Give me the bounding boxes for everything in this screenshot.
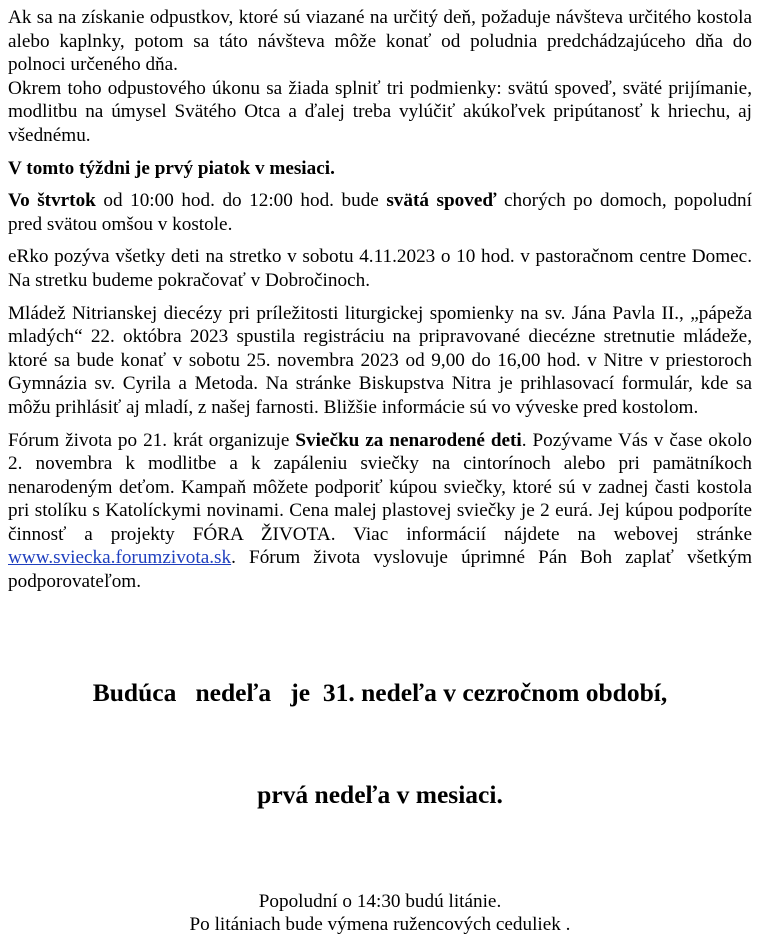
paragraph-youth-meeting: Mládež Nitrianskej diecézy pri príležitosti liturgickej spomienky na sv. Jána Pavla II., „pápeža mladých“ 22. októbra 2023 spustila registráciu na pripravované diecézne stretnutie mládeže, ktoré sa bude konať v sobotu 25. novembra 2023 od 9,00 do 16,00 hod. v Nitre v priestoroch Gymnázia sv. Cyrila a Metoda. Na stránke Biskupstva Nitra je prihlasovací formulár, kde sa môžu prihlásiť aj mladí, z našej farnosti. Bližšie informácie sú vo výveske pred kostolom. xyxy=(8,302,752,418)
rosary-exchange-note: Po litániach bude výmena ružencových ceduliek . xyxy=(189,914,571,936)
thursday-label: Vo štvrtok xyxy=(8,190,96,212)
candle-intro-text: Fórum života po 21. krát organizuje xyxy=(8,429,296,451)
announcement-line-2: prvá nedeľa v mesiaci. xyxy=(257,779,503,809)
paragraph-erko-meeting: eRko pozýva všetky deti na stretko v sobotu 4.11.2023 o 10 hod. v pastoračnom centre Domec. Na stretku budeme pokračovať v Dobročinoch. xyxy=(8,246,752,291)
litany-note: Popoludní o 14:30 budú litánie. xyxy=(258,890,502,912)
confession-label: svätá spoveď xyxy=(386,190,497,212)
sviecka-website-link[interactable]: www.sviecka.forumzivota.sk xyxy=(8,547,232,569)
closing-notes xyxy=(8,890,752,937)
confession-time-text: od 10:00 hod. do 12:00 hod. bude xyxy=(95,190,387,212)
candle-details-text: . Pozývame Vás v čase okolo 2. novembra k modlitbe a k zapáleniu sviečky na cintorínoch alebo pri pamätníkoch nenarodeným deťom. Kampaň môžete podporiť kúpou sviečky, ktoré sú v zadnej časti kostola pri stolíku s Katolíckymi novinami. Cena malej plastovej sviečky je 2 eurá. Jej kúpou podporíte činnosť a projekty FÓRA ŽIVOTA. Viac informácií nájdete na webovej stránke xyxy=(8,429,752,545)
confession-details-text: chorých po domoch, popoludní pred svätou omšou v kostole. xyxy=(8,190,752,235)
paragraph-candle-campaign xyxy=(8,429,752,594)
next-sunday-announcement xyxy=(8,608,752,880)
candle-campaign-name: Sviečku za nenarodené deti xyxy=(295,429,522,451)
first-friday-heading: V tomto týždni je prvý piatok v mesiaci. xyxy=(8,157,335,179)
announcement-line-1: Budúca nedeľa je 31. nedeľa v cezročnom období, xyxy=(92,677,668,707)
paragraph-indulgence-visit: Ak sa na získanie odpustkov, ktoré sú viazané na určitý deň, požaduje návšteva určitého kostola alebo kaplnky, potom sa táto návšteva môže konať od poludnia predchádzajúceho dňa do polnoci určeného dňa. xyxy=(8,7,752,76)
paragraph-indulgence-conditions: Okrem toho odpustového úkonu sa žiada splniť tri podmienky: svätú spoveď, sväté prijímanie, modlitbu na úmysel Svätého Otca a ďalej treba vylúčiť akúkoľvek pripútanosť k hriechu, aj všednému. xyxy=(8,77,752,146)
candle-thanks-text: . Fórum života vyslovuje úprimné Pán Boh zaplať všetkým podporovateľom. xyxy=(8,547,752,593)
paragraph-confession xyxy=(8,189,752,236)
